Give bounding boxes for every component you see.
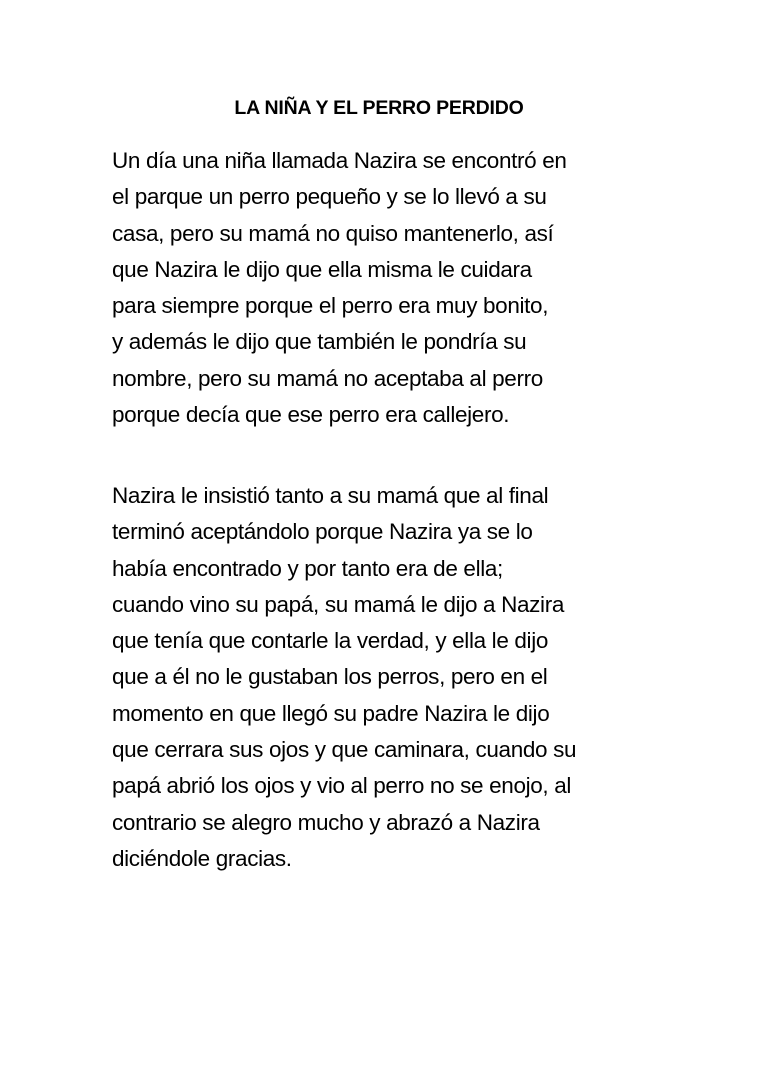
text-line: para siempre porque el perro era muy bonito,: [112, 293, 549, 319]
text-line: que a él no le gustaban los perros, pero en el: [112, 664, 548, 690]
text-line: que cerrara sus ojos y que caminara, cuando su: [112, 737, 577, 763]
text-line: que Nazira le dijo que ella misma le cuidara: [112, 256, 532, 282]
text-line: momento en que llegó su padre Nazira le dijo: [112, 700, 550, 726]
text-line: nombre, pero su mamá no aceptaba al perro: [112, 365, 543, 391]
text-line: contrario se alegro mucho y abrazó a Nazira: [112, 809, 540, 835]
text-line: había encontrado y por tanto era de ella;: [112, 555, 503, 581]
text-line: diciéndole gracias.: [112, 845, 292, 871]
text-line: porque decía que ese perro era callejero.: [112, 402, 510, 428]
text-line: Nazira le insistió tanto a su mamá que al final: [112, 483, 549, 508]
document-title: [0, 97, 768, 120]
text-line: terminó aceptándolo porque Nazira ya se lo: [112, 519, 533, 545]
text-line: Un día una niña llamada Nazira se encontró en: [112, 148, 567, 173]
paragraph-1: [112, 143, 712, 433]
document-title-text: LA NIÑA Y EL PERRO PERDIDO: [234, 97, 524, 119]
text-line: el parque un perro pequeño y se lo llevó a su: [112, 184, 547, 210]
text-line: cuando vino su papá, su mamá le dijo a Nazira: [112, 591, 565, 617]
text-line: papá abrió los ojos y vio al perro no se enojo, al: [112, 773, 572, 799]
text-line: que tenía que contarle la verdad, y ella le dijo: [112, 628, 549, 654]
text-line: casa, pero su mamá no quiso mantenerlo, así: [112, 220, 554, 246]
text-line: y además le dijo que también le pondría su: [112, 329, 527, 355]
paragraph-2: [112, 478, 712, 877]
